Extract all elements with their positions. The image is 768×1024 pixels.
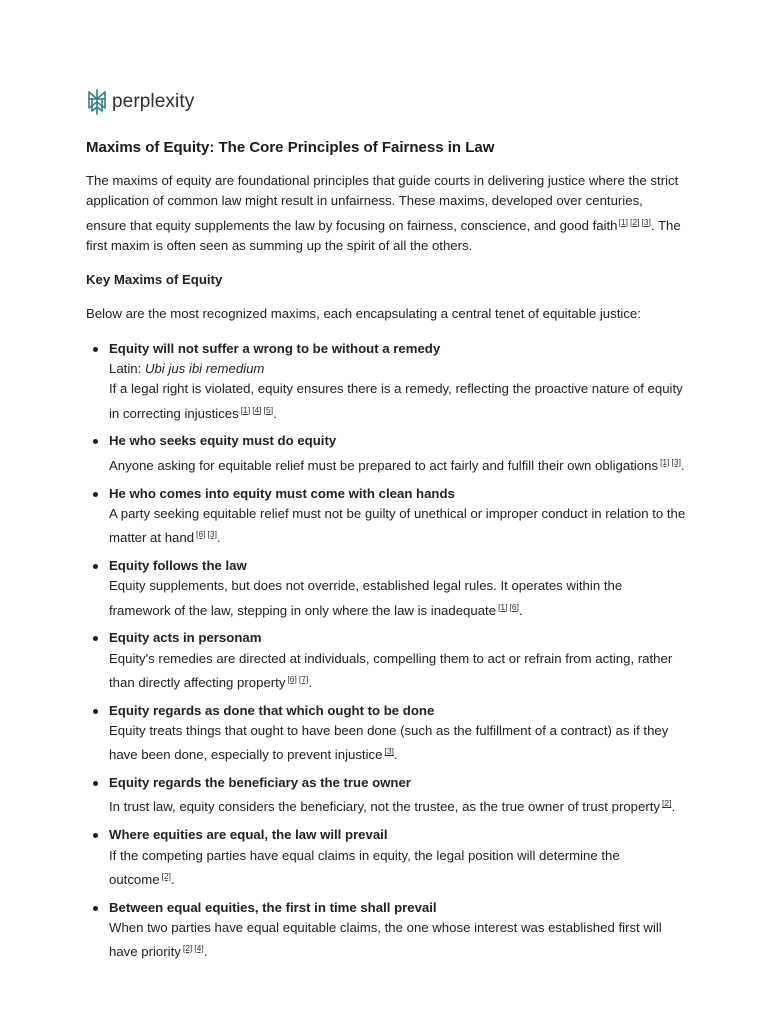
citation-link[interactable]: [3]: [641, 216, 651, 227]
section-lead: Below are the most recognized maxims, each encapsulating a central tenet of equitable justice:: [86, 306, 641, 322]
citation-link[interactable]: [1]: [498, 601, 508, 612]
maxim-description: A party seeking equitable relief must not be guilty of unethical or improper conduct in relation to the matter at hand: [109, 505, 686, 546]
maxim-name: Equity will not suffer a wrong to be without a remedy: [109, 340, 441, 356]
maxims-list: [86, 339, 686, 963]
maxim-name: Equity regards as done that which ought to be done: [109, 702, 435, 718]
maxim-end: .: [171, 871, 175, 887]
maxim-name: Where equities are equal, the law will prevail: [109, 827, 388, 843]
citation-link[interactable]: [1]: [660, 456, 670, 467]
maxim-item: [86, 556, 686, 621]
article-body: [86, 171, 686, 970]
maxim-name: Between equal equities, the first in time shall prevail: [109, 899, 437, 915]
citation-link[interactable]: [2]: [161, 870, 172, 881]
maxim-item: [86, 431, 686, 476]
maxim-item: [86, 701, 686, 766]
maxim-description: In trust law, equity considers the beneficiary, not the trustee, as the true owner of trust property: [109, 799, 660, 815]
maxim-end: .: [671, 799, 676, 815]
maxim-latin-line: [109, 361, 264, 376]
maxim-description: Equity supplements, but does not override, established legal rules. It operates within the framework of the law, stepping in only where the law is inadequate: [109, 578, 623, 618]
perplexity-logo-icon: [86, 89, 108, 115]
citation-link[interactable]: [7]: [298, 673, 309, 684]
citation-link[interactable]: [4]: [252, 404, 262, 415]
maxim-name: Equity follows the law: [109, 557, 247, 573]
maxim-name: He who seeks equity must do equity: [109, 433, 337, 449]
citation-link[interactable]: [2]: [629, 216, 640, 227]
citation-link[interactable]: [5]: [263, 404, 274, 415]
page-title: Maxims of Equity: The Core Principles of Fairness in Law: [86, 139, 495, 156]
maxim-item: [86, 898, 686, 963]
maxim-item: [86, 825, 686, 890]
intro-text-after: . The first maxim is often seen as summing up the spirit of all the others.: [86, 217, 681, 253]
latin-label: Latin:: [109, 361, 145, 377]
maxim-item: [86, 484, 686, 549]
maxim-end: .: [273, 405, 277, 421]
intro-text: The maxims of equity are foundational principles that guide courts in delivering justice where the strict application of common law might result in unfairness. These maxims, developed over centuries, ensure that equity supplements the law by focusing on fairness, conscience, and good faith: [86, 173, 679, 233]
maxim-item: [86, 628, 686, 693]
maxim-name: He who comes into equity must come with clean hands: [109, 485, 455, 501]
maxim-description: If a legal right is violated, equity ensures there is a remedy, reflecting the proactive nature of equity in correcting injustices: [109, 381, 683, 421]
section-heading: Key Maxims of Equity: [86, 272, 223, 288]
maxim-item: [86, 339, 686, 424]
maxim-description: Equity treats things that ought to have been done (such as the fulfillment of a contract) as if they have been done, especially to prevent injustice: [109, 723, 669, 763]
maxim-name: Equity acts in personam: [109, 630, 262, 646]
citation-link[interactable]: [1]: [240, 404, 251, 415]
maxim-description: Anyone asking for equitable relief must be prepared to act fairly and fulfill their own obligations: [109, 457, 659, 473]
brand-logo[interactable]: [86, 89, 194, 115]
maxim-name: Equity regards the beneficiary as the true owner: [109, 775, 411, 791]
citation-link[interactable]: [2]: [182, 943, 193, 954]
intro-citations: [618, 218, 651, 233]
maxim-description: When two parties have equal equitable claims, the one whose interest was established first will have priority: [109, 919, 662, 960]
citation-link[interactable]: [6]: [509, 601, 519, 612]
maxim-end: .: [203, 944, 208, 960]
citation-link[interactable]: [6]: [196, 529, 206, 540]
citation-link[interactable]: [2]: [661, 798, 672, 809]
citation-link[interactable]: [4]: [194, 943, 204, 954]
brand-name: perplexity: [112, 91, 195, 112]
citation-link[interactable]: [3]: [671, 456, 681, 467]
maxim-description: Equity's remedies are directed at individuals, compelling them to act or refrain from acting, rather than directly affecting property: [109, 650, 673, 690]
maxim-end: .: [518, 602, 523, 618]
maxim-end: .: [680, 457, 685, 473]
maxim-end: .: [393, 747, 398, 763]
maxim-end: .: [308, 674, 312, 690]
intro-paragraph: [86, 171, 686, 256]
citation-link[interactable]: [6]: [287, 673, 297, 684]
maxim-end: .: [216, 530, 221, 546]
citation-link[interactable]: [3]: [207, 529, 217, 540]
latin-phrase: Ubi jus ibi remedium: [144, 361, 265, 377]
maxim-item: [86, 773, 686, 818]
citation-link[interactable]: [3]: [384, 746, 394, 757]
citation-link[interactable]: [1]: [618, 216, 628, 227]
maxim-description: If the competing parties have equal claims in equity, the legal position will determine the outcome: [109, 847, 620, 887]
